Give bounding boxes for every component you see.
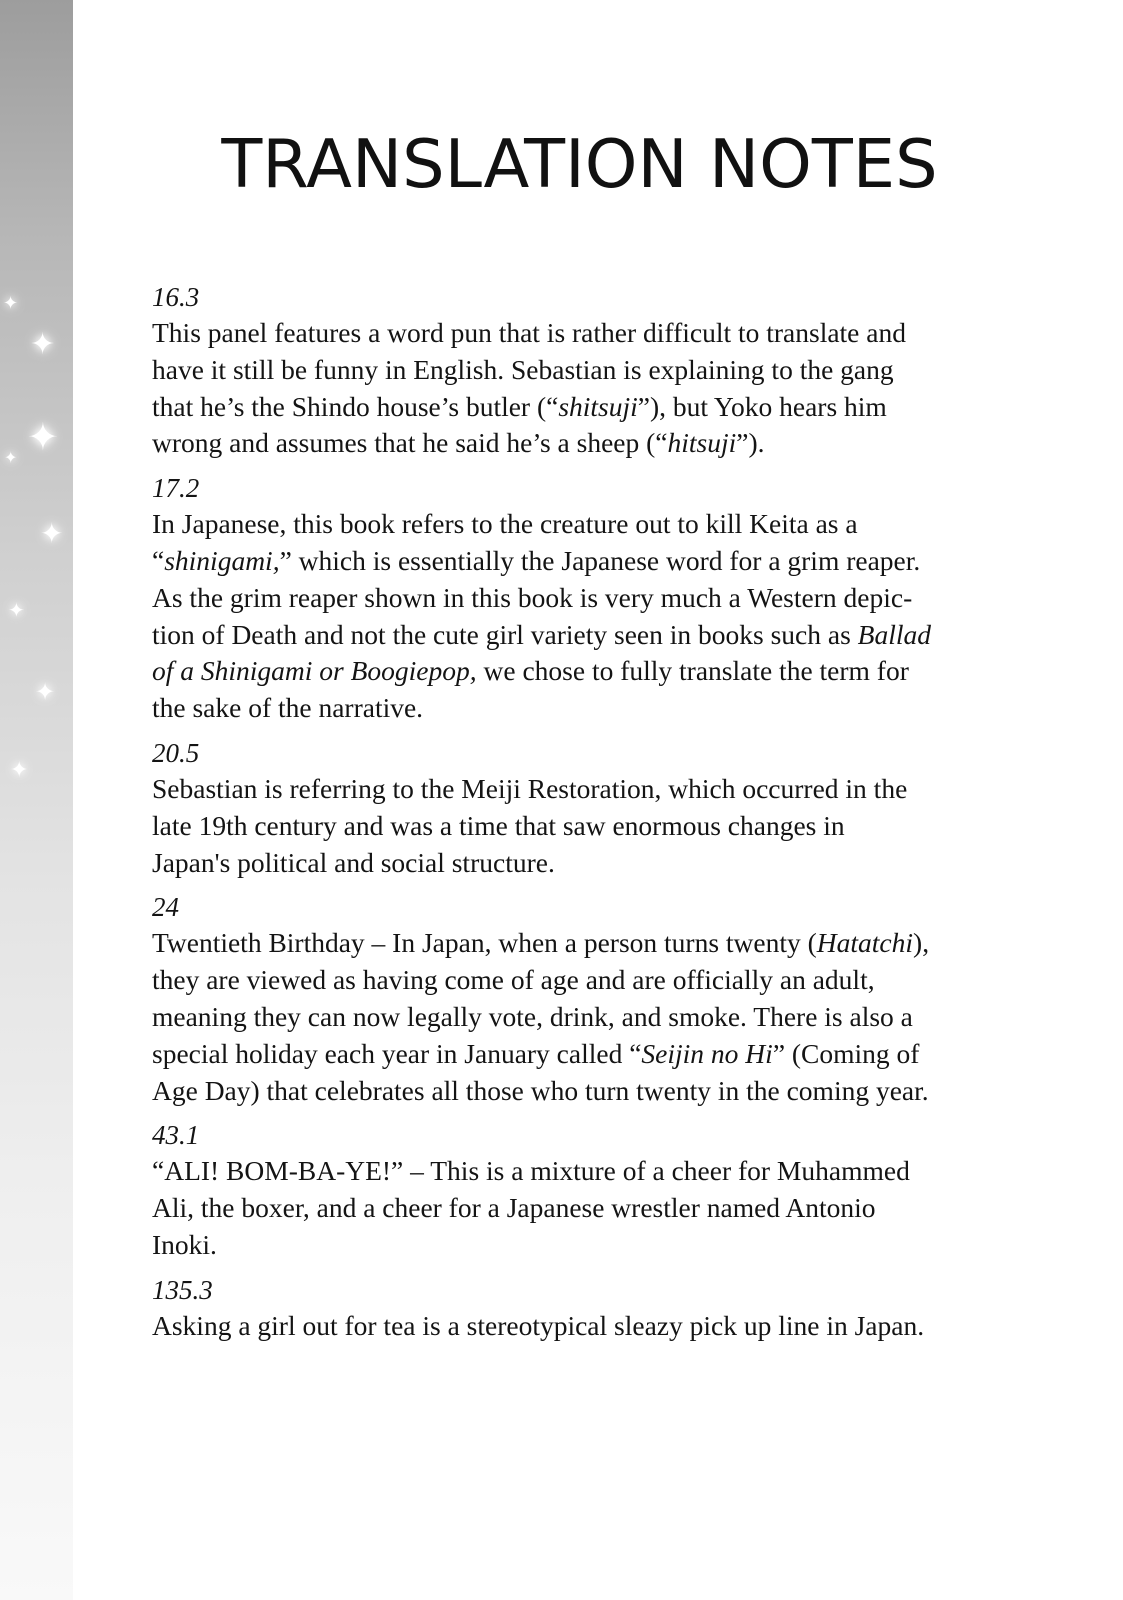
page-title: TRANSLATION NOTES: [221, 125, 938, 203]
note-line: they are viewed as having come of age and are officially an adult,: [152, 964, 875, 996]
note-body: [152, 1153, 1032, 1263]
note-entry: [152, 1118, 1032, 1263]
note-line: of a Shinigami or Boogiepop, we chose to fully translate the term for: [152, 655, 909, 687]
note-line: “ALI! BOM-BA-YE!” – This is a mixture of a cheer for Muhammed: [152, 1155, 910, 1187]
note-line: late 19th century and was a time that saw enormous changes in: [152, 809, 845, 841]
sparkle-icon: ✦: [10, 758, 29, 783]
note-line: As the grim reaper shown in this book is very much a Western depic-: [152, 581, 913, 613]
note-line: This panel features a word pun that is rather difficult to translate and: [152, 317, 906, 348]
sparkle-icon: ✦: [8, 598, 25, 622]
sparkle-icon: ✦: [27, 415, 59, 459]
sparkle-icon: ✦: [35, 678, 56, 706]
note-body: [152, 315, 1032, 462]
note-line: Ali, the boxer, and a cheer for a Japanese wrestler named Antonio: [152, 1192, 876, 1224]
note-page-number: 16.3: [152, 282, 200, 312]
note-line: special holiday each year in January called “Seijin no Hi” (Coming of: [152, 1037, 920, 1069]
note-line: the sake of the narrative.: [152, 692, 424, 724]
decorative-side-strip: [0, 0, 73, 1600]
note-page-number: 24: [152, 892, 179, 923]
note-line: tion of Death and not the cute girl variety seen in books such as Ballad: [152, 618, 931, 650]
note-line: “shinigami,” which is essentially the Japanese word for a grim reaper.: [152, 544, 921, 576]
note-body: [152, 925, 1032, 1109]
note-body: [152, 771, 1032, 881]
note-line: Sebastian is referring to the Meiji Restoration, which occurred in the: [152, 772, 908, 804]
note-body: [152, 506, 1032, 727]
note-entry: [152, 890, 1032, 1109]
note-line: Inoki.: [152, 1228, 217, 1260]
note-entry: [152, 1273, 1032, 1345]
note-body: [152, 1308, 1032, 1345]
note-page-number: 17.2: [152, 473, 200, 504]
sparkle-icon: ✦: [4, 448, 18, 467]
note-entry: [152, 736, 1032, 881]
note-page-number: 20.5: [152, 737, 200, 768]
note-line: In Japanese, this book refers to the creature out to kill Keita as a: [152, 508, 858, 540]
note-line: have it still be funny in English. Sebastian is explaining to the gang: [152, 353, 894, 385]
note-line: Age Day) that celebrates all those who turn twenty in the coming year.: [152, 1074, 929, 1106]
note-line: Japan's political and social structure.: [152, 846, 555, 878]
sparkle-icon: ✦: [40, 517, 64, 550]
notes-list: [152, 280, 1032, 1354]
note-line: meaning they can now legally vote, drink, and smoke. There is also a: [152, 1000, 913, 1032]
note-entry: [152, 471, 1032, 727]
note-entry: [152, 280, 1032, 462]
note-line: Asking a girl out for tea is a stereotypical sleazy pick up line in Japan.: [152, 1309, 925, 1341]
note-line: Twentieth Birthday – In Japan, when a person turns twenty (Hatatchi),: [152, 927, 930, 959]
sparkle-icon: ✦: [30, 327, 56, 362]
note-line: wrong and assumes that he said he’s a sheep (“hitsuji”).: [152, 427, 765, 459]
sparkle-icon: ✦: [3, 293, 19, 314]
note-line: that he’s the Shindo house’s butler (“shitsuji”), but Yoko hears him: [152, 390, 887, 422]
note-page-number: 43.1: [152, 1120, 200, 1151]
note-page-number: 135.3: [152, 1274, 213, 1305]
